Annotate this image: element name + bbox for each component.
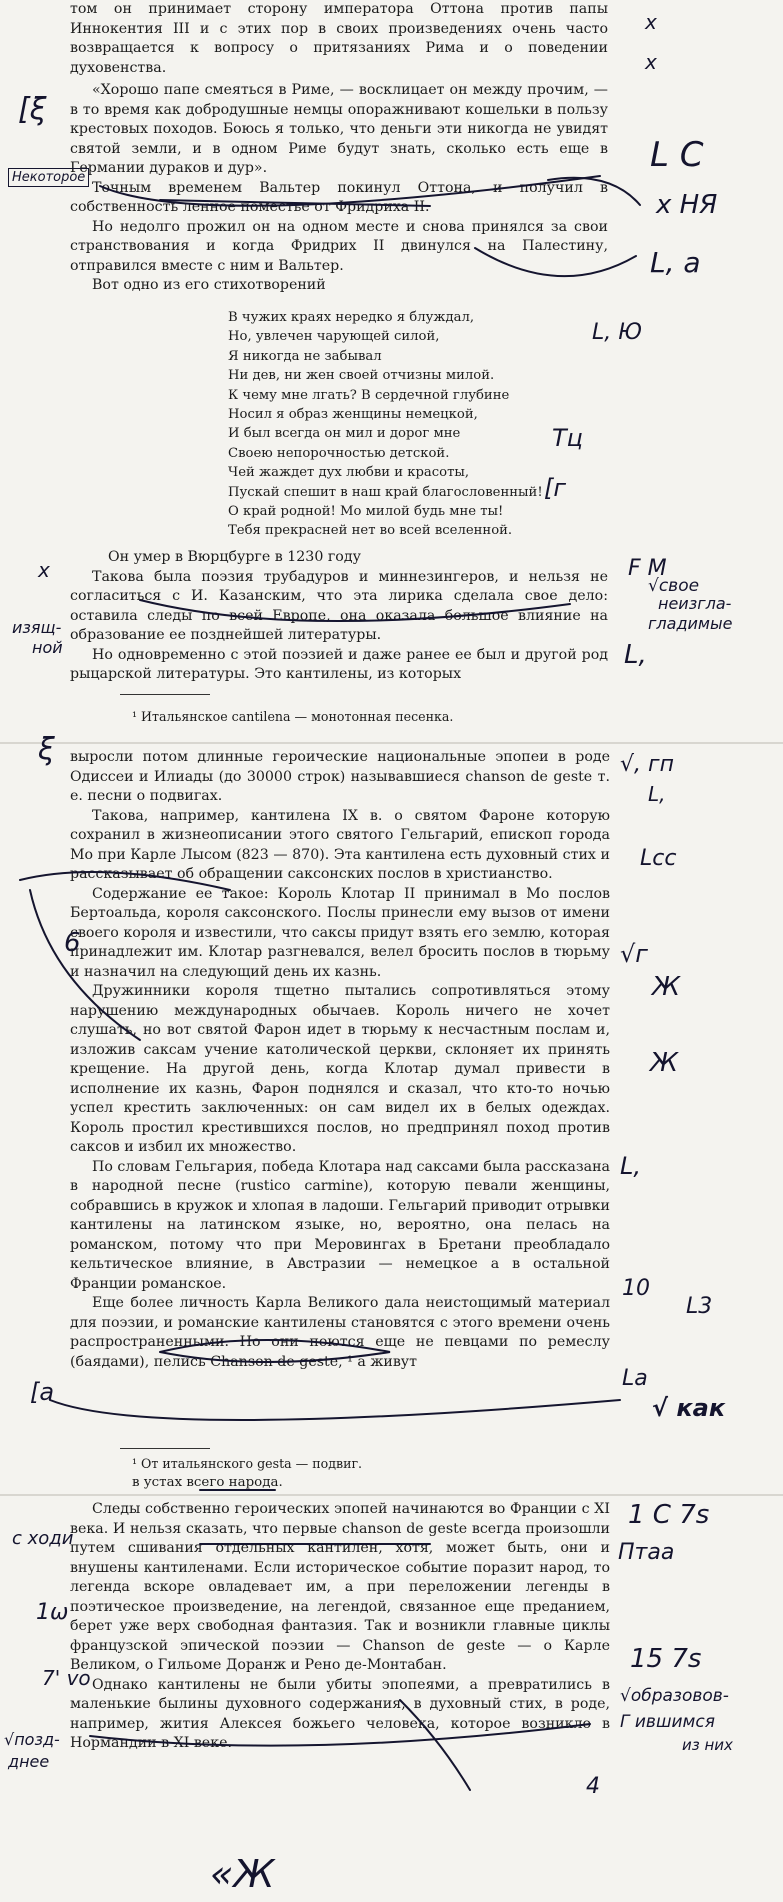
footnote-rule (120, 694, 210, 695)
paragraph: Однако кантилены не были убиты эпопеями, а превратились в маленькие былины духовного содержания, в духовный стих, в роде, например, жития Алексея божьего человека, которое возникло в Нормандии в XI веке. (70, 1676, 610, 1751)
margin-mark: La (622, 1366, 648, 1391)
margin-mark: L, Ю (592, 320, 642, 345)
margin-mark: F M (628, 556, 667, 581)
footnote: ¹ От итальянского gesta — подвиг. (132, 1456, 363, 1471)
margin-mark: x (38, 558, 50, 582)
margin-mark: с ходи (12, 1528, 74, 1549)
poem-line: Тебя прекрасней нет во всей вселенной. (228, 523, 513, 539)
poem-line: И был всегда он мил и дорог мне (228, 426, 461, 442)
margin-mark: √образовов- (620, 1686, 729, 1706)
margin-mark: Ж (652, 972, 681, 1002)
margin-mark: Ж (650, 1048, 679, 1078)
poem-line: Я никогда не забывал (228, 348, 382, 364)
paragraph: Но недолго прожил он на одном месте и снова принялся за свои странствования и когда Фридрих II двинулся на Палестину, отправился вместе с ним и Вальтер. (70, 218, 608, 274)
ink-line (50, 1400, 620, 1420)
margin-mark: Птаа (618, 1540, 675, 1565)
margin-mark: Г ившимся (620, 1712, 715, 1732)
margin-mark: днее (8, 1752, 50, 1771)
margin-mark: 15 7s (630, 1644, 702, 1674)
paragraph: Следы собственно героических эпопей начинаются во Франции с XI века. И нельзя сказать, что первые chanson de geste всегда произошли путем сшивания отдельных кантилен, хотя, может быть, они и внушены кантиленами. Если историческое событие поразит народ, то легенда вскоре овладевает им, а при переложении легенды в поэтическое произведение, на легендой, связанное еще преданием, берет уже верх свободная фантазия. Так и возникли главные циклы французской эпической поэзии — Chanson de geste — о Карле Великом, о Гильоме Доранж и Рено де-Монтабан. (70, 1501, 610, 1673)
margin-mark: 4 (586, 1774, 600, 1799)
poem-line: О край родной! Мо милой будь мне ты! (228, 504, 504, 520)
margin-mark: 10 (622, 1276, 650, 1301)
poem-line: Но, увлечен чарующей силой, (228, 329, 440, 345)
margin-mark: L, (624, 640, 647, 670)
paragraph: Точным временем Вальтер покинул Оттона, и получил в собственность ленное поместье от Фридриха II. (70, 179, 608, 215)
poem-line: В чужих краях нередко я блуждал, (228, 310, 475, 325)
paragraph: Дружинники короля тщетно пытались сопротивляться этому нарушению международных обычаев. Король ничего не хочет слушать, но вот святой Фарон идет в тюрьму к несчастным послам и, изложив саксам учение католической церкви, склоняет их принять крещение. На другой день, когда Клотар думал привести в исполнение их казнь, Фарон поднялся и сказал, что кто-то ночью успел крестить заключенных: он сам видел их в белых одеждах. Король простил крестившихся послов, но предпринял поход против саксов и избил их множество. (70, 983, 610, 1155)
page1-after-poem (70, 548, 608, 685)
margin-mark: Tц (552, 424, 583, 452)
paragraph: По словам Гельгария, победа Клотара над саксами была рассказана в народной песне (rustico carmine), которую певали женщины, собравшись в кружок и хлопая в ладоши. Гельгарий приводит отрывки кантилены на латинском языке, но, вероятно, она пелась на романском, потому что при Меровингах в Бретани преобладало кельтическое влияние, в Австразии — немецкое а в остальной Франции романское. (70, 1158, 610, 1292)
margin-mark: из них (682, 1736, 733, 1754)
margin-mark: 1 C 7s (628, 1500, 710, 1530)
margin-mark: √свое (648, 576, 700, 596)
paragraph: Вот одно из его стихотворений (92, 277, 326, 293)
paragraph: Но одновременно с этой поэзией и даже ранее ее был и другой род рыцарской литературы. Это кантилены, из которых (70, 646, 608, 682)
margin-mark: √, гп (620, 752, 674, 777)
margin-mark: x HЯ (656, 190, 718, 220)
poem-line: К чему мне лгать? В сердечной глубине (228, 387, 510, 403)
footnote-continuation: в устах всего народа. (132, 1475, 283, 1490)
margin-mark: 1ω (36, 1600, 69, 1625)
page-divider (0, 742, 783, 744)
margin-mark: ной (32, 638, 63, 657)
poem-line: Пускай спешит в наш край благословенный! (228, 484, 543, 500)
margin-mark: ξ (38, 732, 55, 767)
page3-text-block (70, 1500, 610, 1754)
poem-line: Чей жаждет дух любви и красоты, (228, 465, 470, 481)
margin-mark: гладимые (648, 614, 733, 633)
paragraph: Он умер в Вюрцбурге в 1230 году (108, 549, 361, 565)
margin-mark: √ как (652, 1394, 726, 1422)
margin-mark: L, (620, 1152, 641, 1180)
page-divider (0, 1494, 783, 1496)
margin-mark: неизгла- (658, 594, 732, 613)
paragraph: Такова, например, кантилена IX в. о святом Фароне которую сохранил в жизнеописании этого святого Гельгарий, епископ города Мо при Карле Лысом (823 — 870). Эта кантилена есть духовный стих и рассказывает об обращении саксонских послов в христианство. (70, 807, 610, 882)
poem-line: Своею непорочностью детской. (228, 445, 450, 461)
paragraph: Такова была поэзия трубадуров и миннезингеров, и нельзя не согласиться с И. Казанским, что эта лирика сделала свое дело: оставила следы по всей Европе, она оказала большое влияние на образование ее позднейшей литературы. (70, 568, 608, 643)
margin-mark: [a (30, 1378, 55, 1406)
margin-mark: √позд- (4, 1730, 60, 1749)
margin-mark: L, (648, 782, 666, 806)
margin-mark: 7' vo (42, 1666, 91, 1690)
margin-mark: √г (620, 940, 648, 968)
footnote: ¹ Итальянское cantilena — монотонная песенка. (132, 709, 454, 724)
margin-mark: L, a (650, 246, 701, 279)
poem-line: Носил я образ женщины немецкой, (228, 407, 478, 423)
paragraph: том он принимает сторону императора Оттона против папы Иннокентия III и с этих пор в своих произведениях очень часто возвращается к вопросу о притязаниях Рима и о поведении духовенства. (70, 1, 608, 76)
poem-line: Ни дев, ни жен своей отчизны милой. (228, 368, 495, 384)
paragraph: выросли потом длинные героические национальные эпопеи в роде Одиссеи и Илиады (до 30000 строк) называвшиеся chanson de geste т. е. песни о подвигах. (70, 749, 610, 804)
margin-mark: x (645, 10, 657, 34)
margin-mark: Некоторое (8, 168, 89, 187)
margin-mark: 6 (64, 928, 81, 958)
footnote-rule (120, 1448, 210, 1449)
margin-mark: изящ- (12, 618, 62, 637)
page2-text-block (70, 748, 610, 1372)
paragraph: Еще более личность Карла Великого дала неистощимый материал для поэзии, и романские кантилены становятся с этого времени очень распространенными. Но они поются еще не певцами по ремеслу (баядами), пелись Chanson de geste, ¹ а живут (70, 1295, 610, 1370)
margin-mark: L C (650, 135, 704, 175)
margin-mark: L3 (686, 1294, 713, 1319)
margin-mark: «Ж (210, 1852, 275, 1896)
paragraph: «Хорошо папе смеяться в Риме, — восклицает он между прочим, — в то время как добродушные немцы опоражнивают кошельки в пользу крестовых походов. Боюсь я только, что деньги эти никогда не увидят святой земли, и в одном Риме будут знать, сколько есть еще в Германии дураков и дур». (70, 82, 608, 176)
poem (228, 308, 543, 541)
margin-mark: [г (544, 474, 566, 502)
margin-mark: Lcc (640, 846, 677, 871)
paragraph: Содержание ее такое: Король Клотар II принимал в Мо послов Бертоальда, короля саксонского. Послы принесли ему вызов от имени своего короля и известили, что саксы придут взять его землю, которая принадлежит им. Клотар разгневался, велел бросить послов в тюрьму и назначил на следующий день их казнь. (70, 885, 610, 980)
margin-mark: x (645, 50, 657, 74)
page1-text-block (70, 0, 608, 296)
margin-mark: [ξ (18, 92, 47, 127)
